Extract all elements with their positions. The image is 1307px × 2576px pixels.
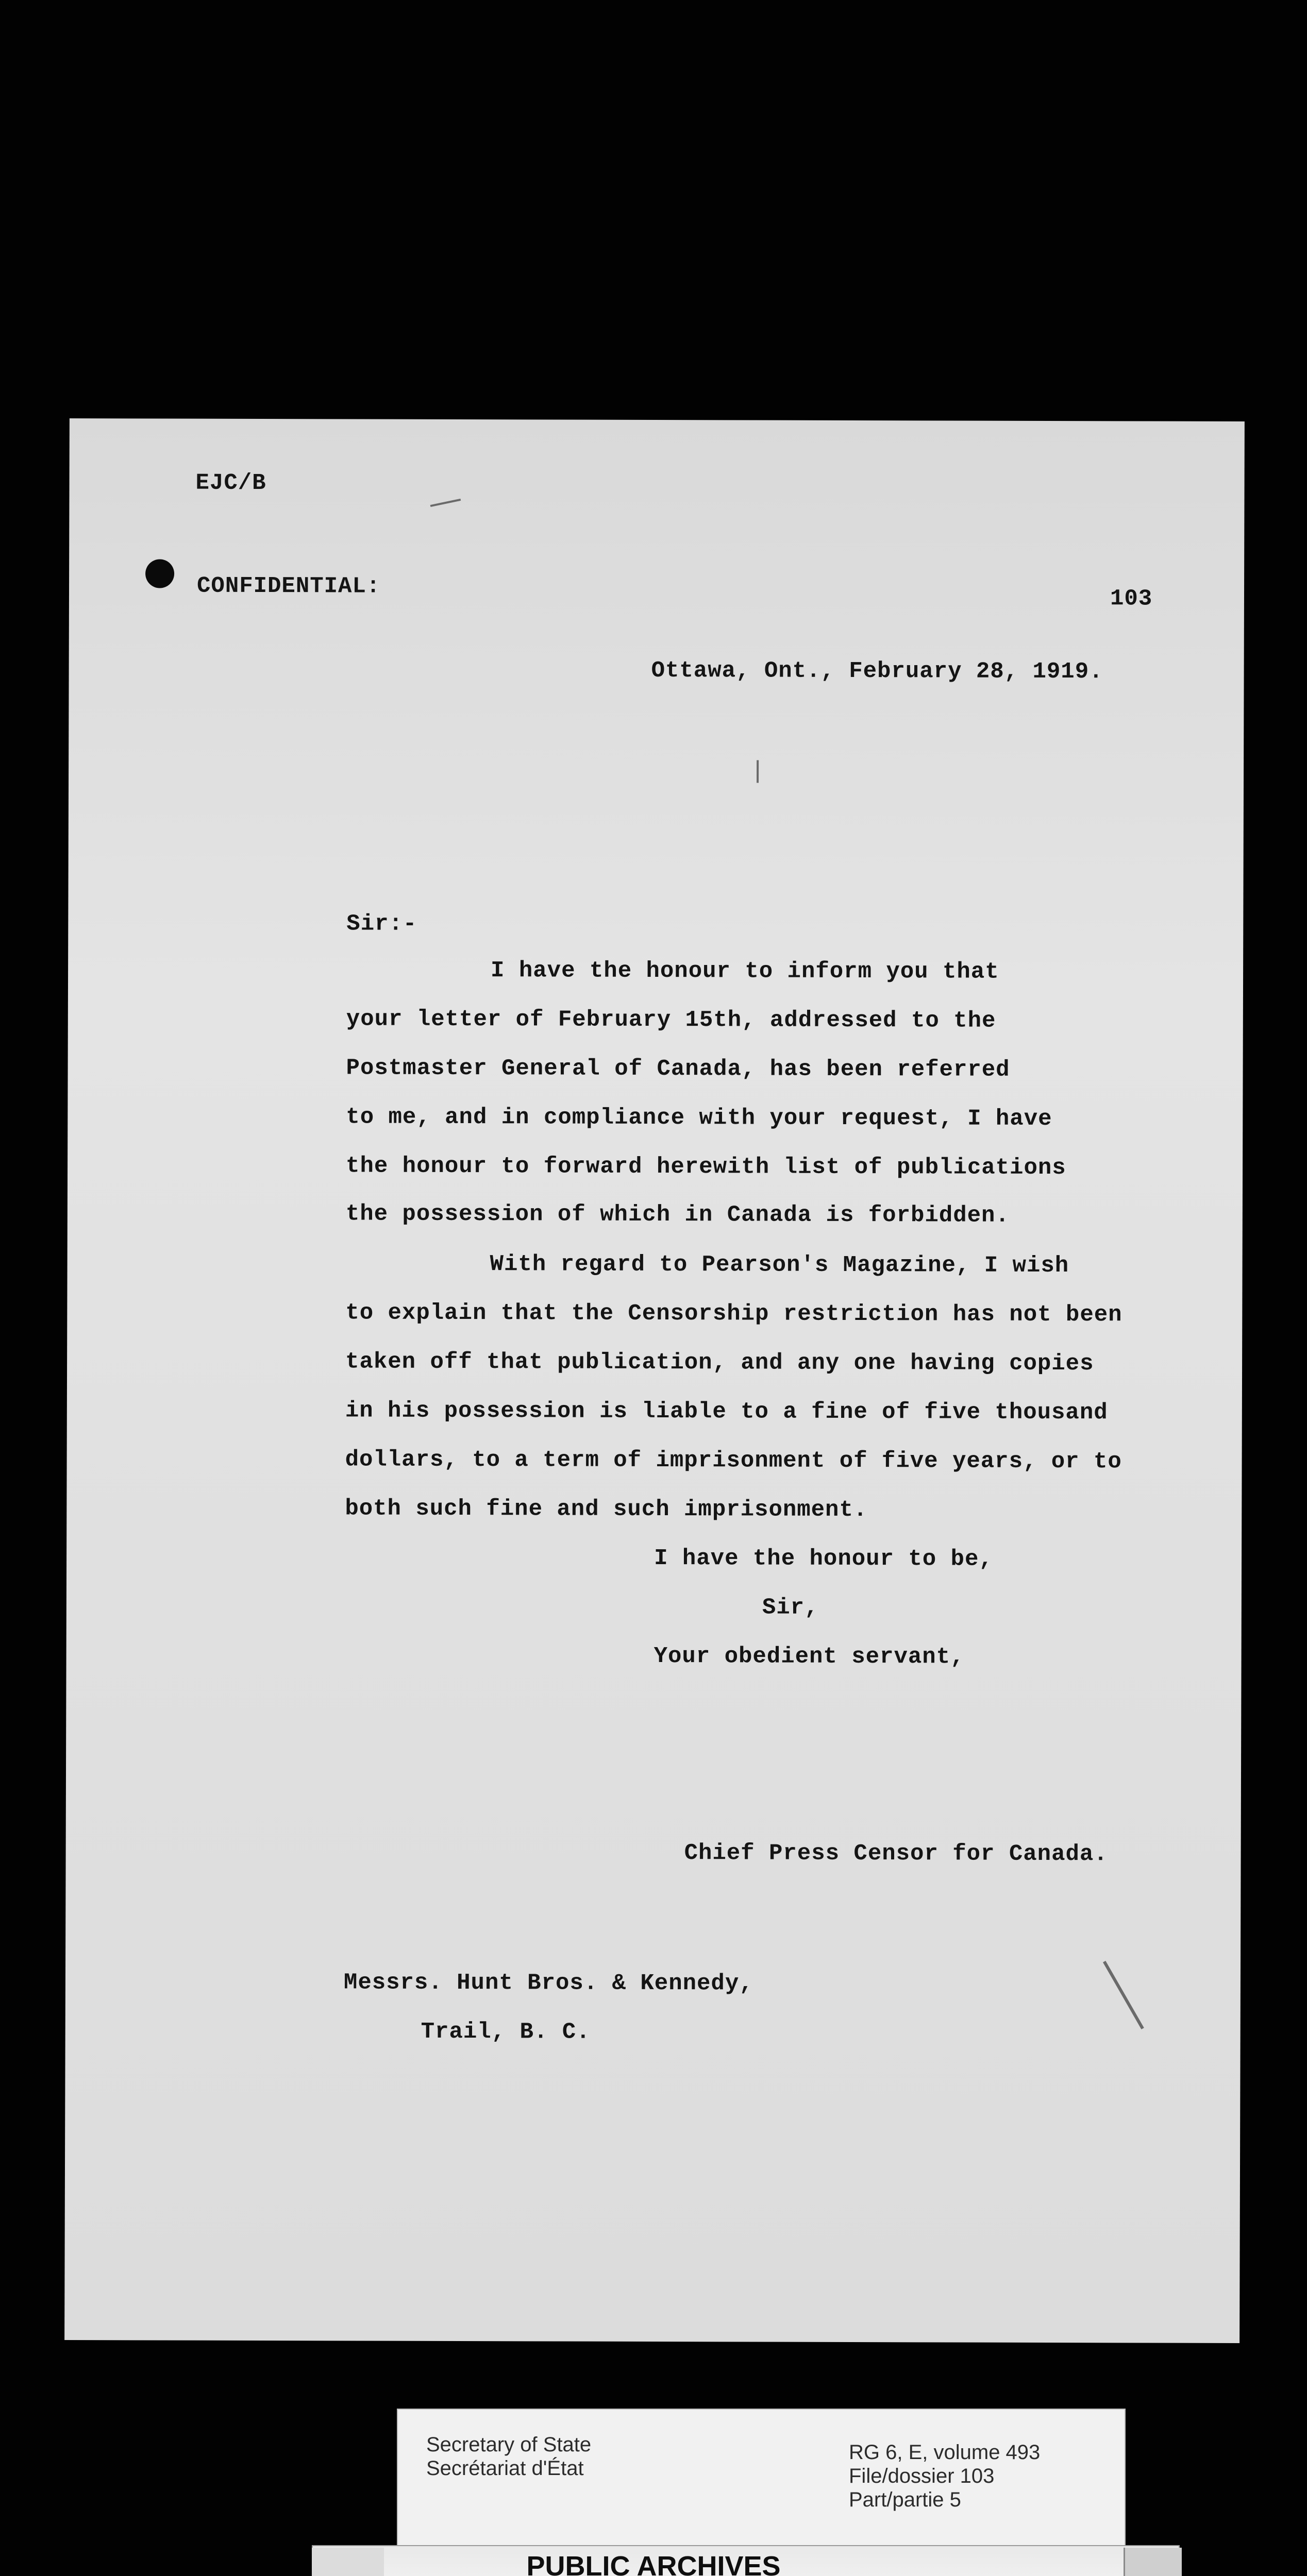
body-line: I have the honour to inform you that — [491, 958, 999, 985]
signature-title: Chief Press Censor for Canada. — [684, 1840, 1108, 1868]
addressee-place: Trail, B. C. — [421, 2019, 591, 2045]
body-line: Postmaster General of Canada, has been referred — [346, 1055, 1010, 1083]
classification-label: CONFIDENTIAL: — [196, 573, 381, 600]
scan-mark — [1103, 1961, 1144, 2029]
closing-line: Your obedient servant, — [654, 1643, 965, 1670]
body-line: the possession of which in Canada is forbidden. — [345, 1201, 1010, 1229]
body-line: both such fine and such imprisonment. — [345, 1496, 868, 1523]
scan-mark — [757, 760, 759, 783]
letter-page — [64, 418, 1245, 2343]
closing-line: Sir, — [762, 1595, 819, 1621]
archives-title-english: PUBLIC ARCHIVES — [526, 2551, 781, 2576]
punch-hole — [145, 559, 174, 588]
part-number: Part/partie 5 — [849, 2488, 961, 2511]
scan-mark — [430, 499, 461, 507]
salutation: Sir:- — [346, 911, 417, 937]
dateline: Ottawa, Ont., February 28, 1919. — [651, 657, 1103, 685]
record-group-reference: RG 6, E, volume 493 — [849, 2441, 1041, 2464]
body-line: in his possession is liable to a fine of five thousand — [345, 1398, 1108, 1426]
body-line: taken off that publication, and any one having copies — [345, 1349, 1094, 1377]
reference-initials: EJC/B — [195, 470, 266, 497]
page-number: 103 — [1110, 586, 1153, 612]
body-line: to explain that the Censorship restriction has not been — [345, 1300, 1122, 1328]
body-line: to me, and in compliance with your request, I have — [346, 1104, 1052, 1132]
body-line: your letter of February 15th, addressed to the — [346, 1006, 996, 1034]
body-line: With regard to Pearson's Magazine, I wish — [490, 1251, 1069, 1279]
body-line: dollars, to a term of imprisonment of five years, or to — [345, 1447, 1122, 1475]
department-french: Secrétariat d'État — [426, 2457, 584, 2480]
archive-reference-label — [397, 2409, 1126, 2552]
file-number: File/dossier 103 — [849, 2465, 995, 2487]
body-line: the honour to forward herewith list of publications — [346, 1153, 1066, 1181]
addressee-name: Messrs. Hunt Bros. & Kennedy, — [343, 1970, 753, 1997]
closing-line: I have the honour to be, — [654, 1545, 993, 1572]
department-english: Secretary of State — [426, 2433, 592, 2456]
